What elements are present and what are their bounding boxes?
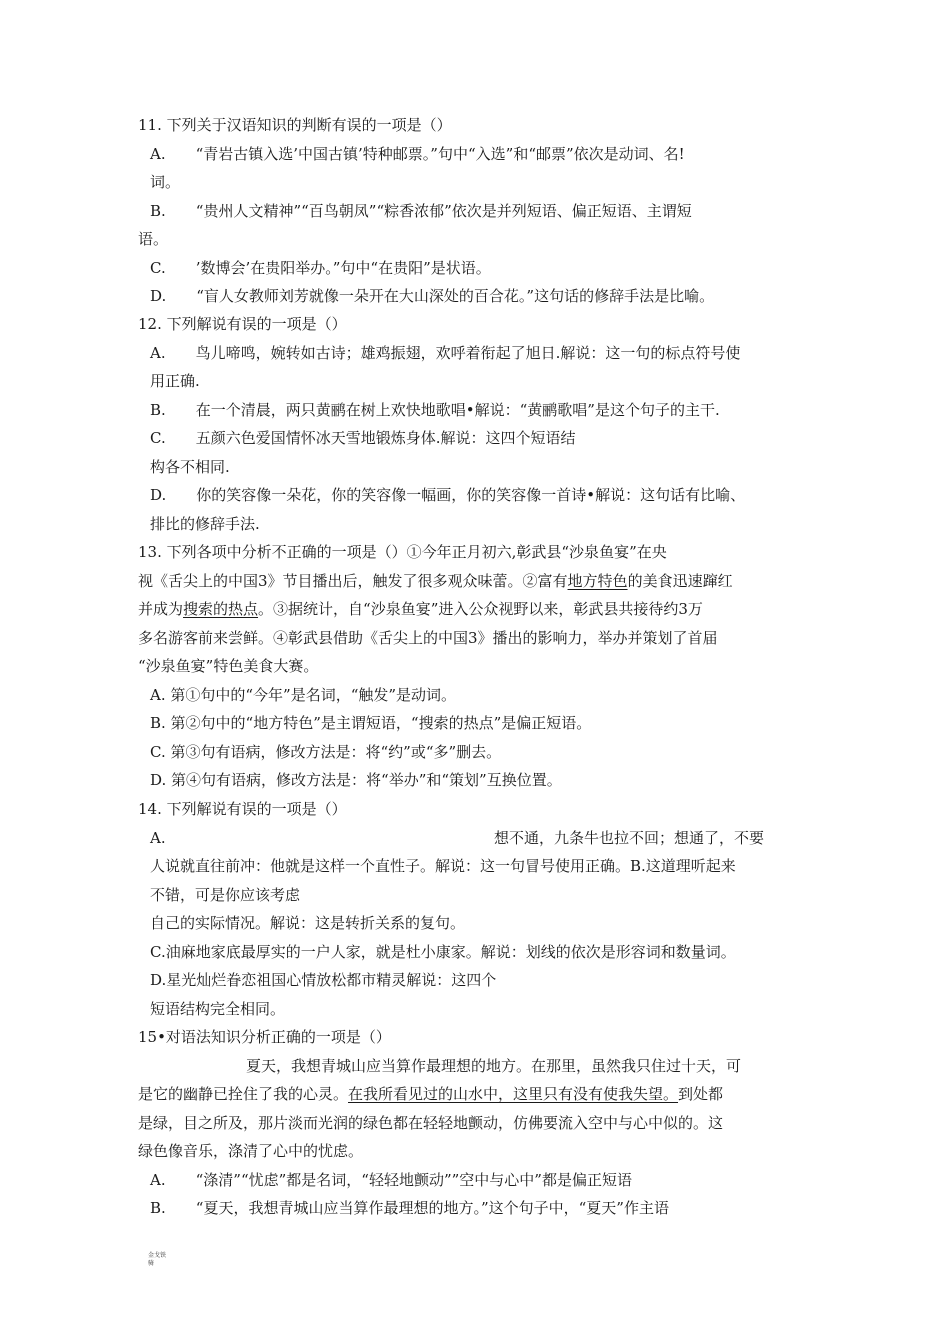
q11-option-d: D. “盲人女教师刘芳就像一朵开在大山深处的百合花。”这句话的修辞手法是比喻。 xyxy=(150,287,715,305)
q12-option-c-cont: 构各不相同. xyxy=(150,458,230,476)
q13-stem: 13. 下列各项中分析不正确的一项是（）①今年正月初六,彰武县“沙泉鱼宴”在央 xyxy=(138,543,667,561)
q13-passage-line-2 xyxy=(138,571,733,591)
q11-option-c: C. ’数博会’在贵阳举办。”句中“在贵阳”是状语。 xyxy=(150,259,491,277)
q14-option-a-cont: 人说就直往前冲：他就是这样一个直性子。解说：这一句冒号使用正确。B.这道理听起来 xyxy=(150,857,736,875)
q15-option-a: A. “涤清”“忧虑”都是名词，“轻轻地颤动””空中与心中”都是偏正短语 xyxy=(150,1171,632,1189)
q15-stem: 15•对语法知识分析正确的一项是（） xyxy=(138,1028,391,1046)
q12-option-d-cont: 排比的修辞手法. xyxy=(150,515,260,533)
footer-mark xyxy=(148,1252,166,1268)
q12-option-a-cont: 用正确. xyxy=(150,372,200,390)
q15-passage-line-1: 夏天，我想青城山应当算作最理想的地方。在那里，虽然我只住过十天，可 xyxy=(246,1057,742,1075)
q12-option-b: B. 在一个清晨，两只黄鹂在树上欢快地歌唱•解说：“黄鹂歌唱”是这个句子的主干. xyxy=(150,401,720,419)
q15-passage-text: 是它的幽静已拴住了我的心灵。 xyxy=(138,1085,349,1103)
q15-passage-line-3: 是绿，目之所及，那片淡而光润的绿色都在轻轻地颤动，仿佛要流入空中与心中似的。这 xyxy=(138,1114,724,1132)
q12-option-a: A. 鸟儿啼鸣，婉转如古诗；雄鸡振翅，欢呼着衔起了旭日.解说：这一句的标点符号使 xyxy=(150,344,741,362)
q15-passage-text: 到处都 xyxy=(678,1085,724,1103)
q13-passage-text: 并成为 xyxy=(138,600,184,618)
q13-option-c: C. 第③句有语病，修改方法是：将“约”或“多”删去。 xyxy=(150,743,502,761)
q14-stem: 14. 下列解说有误的一项是（） xyxy=(138,800,347,818)
q13-passage-text: 视《舌尖上的中国3》节目播出后，触发了很多观众味蕾。②富有 xyxy=(138,572,568,590)
q15-underlined-sentence: 在我所看见过的山水中，这里只有没有使我失望。 xyxy=(348,1085,679,1103)
q13-passage-line-5: “沙泉鱼宴”特色美食大赛。 xyxy=(138,657,319,675)
q14-option-b-cont: 不错，可是你应该考虑 xyxy=(150,886,301,904)
q11-option-a: A. “青岩古镇入选’中国古镇’特种邮票。”句中“入选”和“邮票”依次是动词、名! xyxy=(150,145,685,163)
q11-stem: 11. 下列关于汉语知识的判断有误的一项是（） xyxy=(138,116,452,134)
q12-option-d: D. 你的笑容像一朵花，你的笑容像一幅画，你的笑容像一首诗•解说：这句话有比喻、 xyxy=(150,486,746,504)
q13-passage-line-3 xyxy=(138,599,703,619)
q13-passage-line-4: 多名游客前来尝鲜。④彰武县借助《舌尖上的中国3》播出的影响力，举办并策划了首届 xyxy=(138,629,718,647)
q11-option-a-cont: 词。 xyxy=(150,173,181,191)
q12-stem: 12. 下列解说有误的一项是（） xyxy=(138,315,347,333)
q12-option-c: C. 五颜六色爱国情怀冰天雪地锻炼身体.解说：这四个短语结 xyxy=(150,429,576,447)
q14-option-b-cont-2: 自己的实际情况。解说：这是转折关系的复句。 xyxy=(150,914,466,932)
footer-line: 骑 xyxy=(148,1260,155,1267)
q13-passage-text: 的美食迅速蹿红 xyxy=(627,572,733,590)
q14-option-a: 想不通，九条牛也拉不回；想通了，不要 xyxy=(494,829,765,847)
footer-line: 金戈铁 xyxy=(148,1252,167,1259)
q13-underlined-phrase: 地方特色 xyxy=(567,572,628,590)
q15-option-b: B. “夏天，我想青城山应当算作最理想的地方。”这个句子中，“夏天”作主语 xyxy=(150,1199,669,1217)
q15-passage-line-4: 绿色像音乐，涤清了心中的忧虑。 xyxy=(138,1142,364,1160)
q11-option-b: B. “贵州人文精神”“百鸟朝凤”“粽香浓郁”依次是并列短语、偏正短语、主谓短 xyxy=(150,202,692,220)
q14-option-a-label: A. xyxy=(150,829,166,847)
q13-option-d: D. 第④句有语病，修改方法是：将“举办”和“策划”互换位置。 xyxy=(150,771,562,789)
q14-option-d-cont: 短语结构完全相同。 xyxy=(150,1000,286,1018)
q13-option-b: B. 第②句中的“地方特色”是主谓短语，“搜索的热点”是偏正短语。 xyxy=(150,714,592,732)
q11-option-b-cont: 语。 xyxy=(138,230,169,248)
q13-option-a: A. 第①句中的“今年”是名词，“触发”是动词。 xyxy=(150,686,457,704)
q13-passage-text: 。③据统计，自“沙泉鱼宴”进入公众视野以来，彰武县共接待约3万 xyxy=(258,600,703,618)
q14-option-d: D.星光灿烂眷恋祖国心情放松都市精灵解说：这四个 xyxy=(150,971,497,989)
q14-option-c: C.油麻地家底最厚实的一户人家，就是杜小康家。解说：划线的依次是形容词和数量词。 xyxy=(150,943,736,961)
q13-underlined-phrase: 搜索的热点 xyxy=(183,600,259,618)
q15-passage-line-2 xyxy=(138,1084,723,1104)
